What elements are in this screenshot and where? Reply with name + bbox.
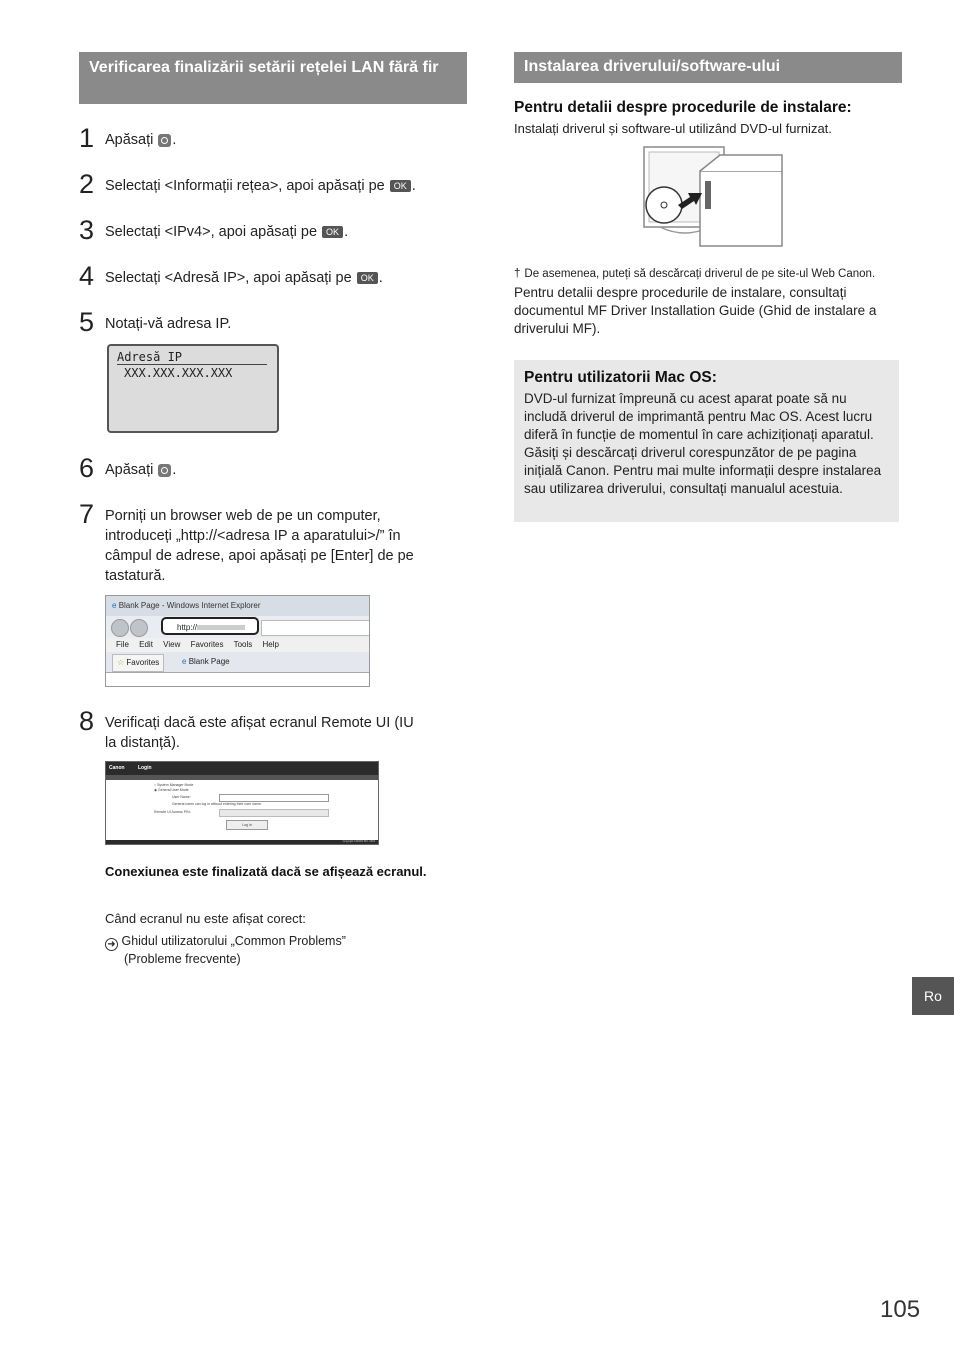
pin-label: Remote UI Access PIN: <box>154 810 191 814</box>
dvd-install-illustration <box>640 143 786 249</box>
remote-ui-form <box>106 780 378 844</box>
step-number-1: 1 <box>79 123 95 153</box>
step-text-7: Porniți un browser web de pe un computer, introduceți „http://<adresa IP a aparatului>/” în câmpul de adrese, apoi apăsați pe [Enter] de pe tastatură. <box>105 508 414 584</box>
install-details: Pentru detalii despre procedurile de instalare, consultați documentul MF Driver Installation Guide (Ghid de instalare a driverului MF). <box>514 285 877 336</box>
lcd-line-1: Adresă IP <box>117 350 267 365</box>
failure-note: Când ecranul nu este afișat corect: <box>105 911 306 926</box>
reference-line-2: (Probleme frecvente) <box>124 952 241 966</box>
footnote-text: De asemenea, puteți să descărcați driverul de pe site-ul Web Canon. <box>524 268 876 280</box>
menu-tools[interactable]: Tools <box>233 640 253 649</box>
address-bar[interactable] <box>161 617 259 635</box>
pin-field[interactable] <box>219 809 329 817</box>
footnote-mark: † <box>514 268 521 280</box>
ok-key-icon: OK <box>322 226 343 238</box>
step-text-3: Selectați <IPv4>, apoi apăsați pe OK . <box>105 224 349 240</box>
star-icon: ☆ <box>117 658 125 667</box>
home-icon <box>158 134 171 147</box>
ok-key-icon: OK <box>357 272 378 284</box>
home-icon <box>158 464 171 477</box>
reference-line-1: Ghidul utilizatorului „Common Problems” <box>121 934 346 948</box>
step-text-4: Selectați <Adresă IP>, apoi apăsați pe OK . <box>105 270 383 286</box>
step-number-6: 6 <box>79 453 95 483</box>
menu-edit[interactable]: Edit <box>139 640 153 649</box>
ie-tab-icon: e <box>182 657 187 666</box>
left-section-title-text: Verificarea finalizării setării rețelei LAN fără fir <box>89 59 439 76</box>
menu-favorites[interactable]: Favorites <box>190 640 224 649</box>
step-number-4: 4 <box>79 261 95 291</box>
browser-screenshot <box>105 595 370 687</box>
favorites-label: Favorites <box>126 658 160 667</box>
right-section-title <box>514 52 902 83</box>
mac-os-text: DVD-ul furnizat împreună cu acest aparat poate să nu includă driverul de imprimantă pentru Mac OS. Acest lucru diferă în funcție de momentul în care achiziționați aparatul. Găsiți și descărcați driverul corespunzător de pe pagina inițială Canon. Pentru mai multe informații despre instalarea sau utilizarea driverului, consultați manualul acestuia. <box>524 391 882 496</box>
dvd-disc-icon <box>646 187 682 223</box>
menu-file[interactable]: File <box>116 640 129 649</box>
user-name-label: User Name: <box>172 795 191 799</box>
computer-tower-icon <box>700 171 782 246</box>
blank-page-tab-label: Blank Page <box>188 657 230 666</box>
back-button[interactable] <box>111 619 129 637</box>
arrow-circle-icon: ➜ <box>105 938 118 951</box>
address-bar-extension <box>261 620 370 636</box>
mac-os-box <box>514 360 899 522</box>
completion-note: Conexiunea este finalizată dacă se afișează ecranul. <box>105 864 427 879</box>
remote-ui-copyright: Copyright CANON INC. 2013 <box>342 840 375 843</box>
step-text-6: Apăsați . <box>105 462 177 478</box>
reference-link[interactable] <box>105 933 346 967</box>
step-text-2: Selectați <Informații rețea>, apoi apăsați pe OK . <box>105 178 416 194</box>
remote-ui-header <box>106 762 378 775</box>
step-text-8: Verificați dacă este afișat ecranul Remote UI (IU la distanță). <box>105 715 414 751</box>
address-text: http:// <box>177 623 198 632</box>
step-text-1: Apăsați . <box>105 132 177 148</box>
menu-help[interactable]: Help <box>262 640 279 649</box>
browser-title-bar <box>106 596 369 616</box>
remote-ui-screenshot <box>105 761 379 845</box>
step-number-7: 7 <box>79 499 95 529</box>
download-footnote <box>514 266 875 282</box>
general-user-note: General users can log in without entering their user name. <box>172 802 262 806</box>
install-subtitle: Pentru detalii despre procedurile de instalare: <box>514 99 852 116</box>
step-number-2: 2 <box>79 169 95 199</box>
user-name-field[interactable] <box>219 794 329 802</box>
ie-icon: e <box>112 601 117 610</box>
install-intro: Instalați driverul și software-ul utilizând DVD-ul furnizat. <box>514 121 832 136</box>
remote-ui-login-title: Login <box>137 765 152 771</box>
lcd-line-2: XXX.XXX.XXX.XXX <box>124 366 233 380</box>
browser-address-row <box>106 616 369 638</box>
step-text-5: Notați-vă adresa IP. <box>105 316 232 332</box>
browser-content <box>106 672 369 687</box>
page-number: 105 <box>880 1296 921 1323</box>
general-user-option[interactable]: ◉ General User Mode <box>154 788 189 792</box>
remote-ui-footer <box>106 840 378 844</box>
ok-key-icon: OK <box>390 180 411 192</box>
step-number-3: 3 <box>79 215 95 245</box>
mac-os-title: Pentru utilizatorii Mac OS: <box>524 369 717 386</box>
step-number-8: 8 <box>79 706 95 736</box>
favorites-button[interactable] <box>112 654 164 672</box>
language-tab: Ro <box>912 977 954 1015</box>
blank-page-tab[interactable] <box>178 654 234 670</box>
menu-view[interactable]: View <box>163 640 181 649</box>
right-section-title-text: Instalarea driverului/software-ului <box>524 58 781 75</box>
browser-menu-bar <box>106 638 369 652</box>
log-in-button[interactable]: Log In <box>226 820 268 830</box>
address-blurred <box>197 625 245 630</box>
browser-favorites-bar <box>106 652 369 672</box>
system-manager-option[interactable]: ○ System Manager Mode <box>154 783 194 787</box>
browser-window-title: Blank Page - Windows Internet Explorer <box>118 601 261 610</box>
step-number-5: 5 <box>79 307 95 337</box>
canon-logo: Canon <box>109 765 125 771</box>
lcd-display <box>107 344 279 433</box>
left-section-title <box>79 52 467 104</box>
forward-button[interactable] <box>130 619 148 637</box>
